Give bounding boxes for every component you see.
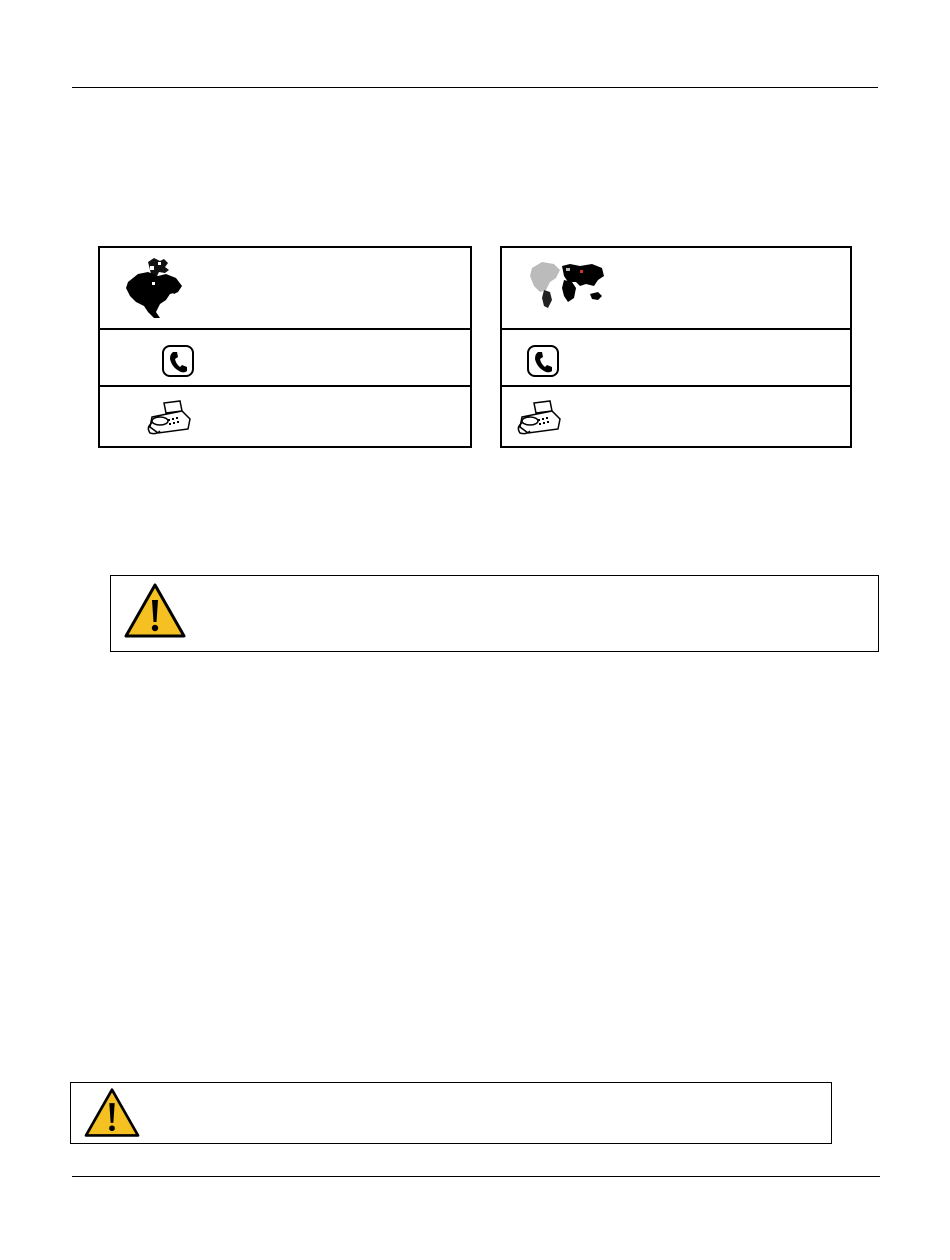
fax-row [502, 385, 850, 446]
warning-triangle-icon [123, 582, 187, 640]
warning-triangle-icon [83, 1087, 141, 1139]
region-row [502, 248, 850, 328]
phone-row [100, 328, 470, 385]
fax-machine-icon [144, 399, 194, 439]
warning-box [70, 1082, 832, 1144]
contact-table-north-america [98, 246, 472, 448]
fax-machine-icon [514, 399, 564, 439]
fax-row [100, 385, 470, 446]
phone-handset-icon [161, 344, 195, 378]
north-america-map-icon [122, 254, 192, 320]
warning-box [110, 575, 879, 652]
contact-table-international [500, 246, 852, 448]
footer-rule [72, 1176, 880, 1177]
region-row [100, 248, 470, 328]
header-rule [72, 87, 878, 88]
world-map-icon [526, 256, 606, 312]
phone-row [502, 328, 850, 385]
phone-handset-icon [526, 344, 560, 378]
